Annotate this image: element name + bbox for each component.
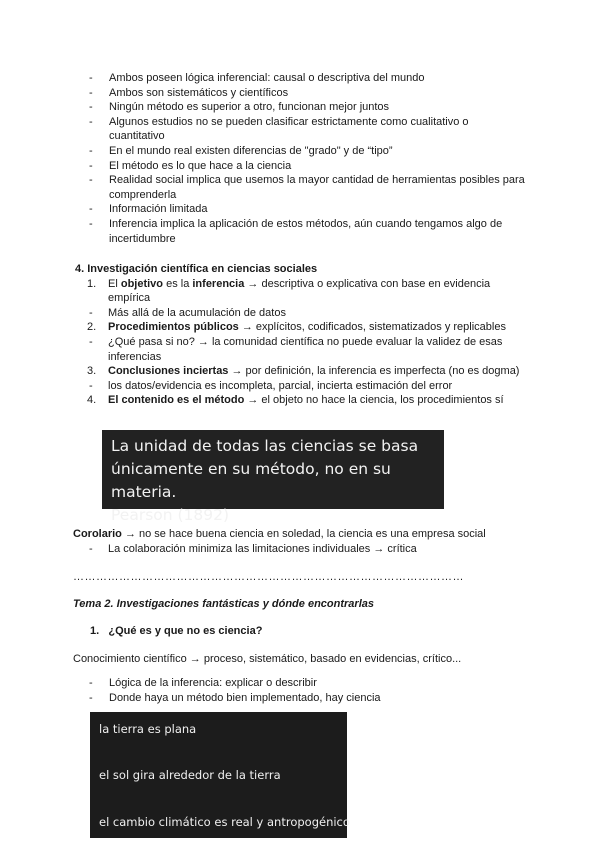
list-item	[75, 335, 535, 364]
section-4-heading: 4. Investigación científica en ciencias sociales	[75, 263, 318, 275]
list-item-text: Ambos son sistemáticos y científicos	[109, 86, 289, 99]
list-item-text: Ningún método es superior a otro, funcionan mejor juntos	[109, 101, 390, 114]
list-marker: 1.	[90, 625, 100, 637]
quote-author: Pearson (1892)	[111, 506, 230, 524]
corolario-label: Corolario	[73, 528, 122, 540]
list-item	[75, 364, 535, 379]
list-marker: 2.	[87, 321, 97, 334]
list-item: - Algunos estudios no se pueden clasificar estrictamente como cualitativo o cuantitativo	[89, 115, 469, 143]
list-item: - Inferencia implica la aplicación de estos métodos, aún cuando tengamos algo de incertidumbre	[89, 217, 503, 245]
example-statement: el cambio climático es real y antropogénico	[99, 815, 350, 829]
examples-image	[90, 712, 350, 838]
list-item	[75, 393, 535, 408]
question-heading	[90, 624, 262, 639]
science-bullet-list	[86, 676, 526, 705]
list-item: - El método es lo que hace a la ciencia	[89, 159, 292, 172]
item-bold: El contenido es el método	[108, 394, 245, 407]
item-text: → el objeto no hace la ciencia, los procedimientos sí	[244, 394, 504, 407]
intro-bullet-list	[86, 71, 526, 246]
list-item	[75, 277, 535, 306]
list-item-text: El método es lo que hace a la ciencia	[109, 159, 292, 172]
pearson-quote-image	[102, 430, 444, 524]
item-text: El	[108, 277, 121, 290]
example-statement: la tierra es plana	[99, 722, 197, 736]
list-item: - Ambos poseen lógica inferencial: causal o descriptiva del mundo	[89, 72, 425, 84]
list-item: - Realidad social implica que usemos la mayor cantidad de herramientas posibles para comprenderla	[89, 174, 525, 201]
tema-2-title: Tema 2. Investigaciones fantásticas y dónde encontrarlas	[73, 598, 374, 610]
list-item-text: Algunos estudios no se pueden clasificar estrictamente como cualitativo o cuantitativo	[109, 115, 469, 143]
list-item: - En el mundo real existen diferencias de "grado" y de “tipo”	[89, 144, 393, 157]
list-item: - Información limitada	[89, 203, 208, 216]
list-item: - La colaboración minimiza las limitaciones individuales → crítica	[89, 542, 417, 555]
list-marker: -	[89, 306, 93, 319]
item-text: → descriptiva o explicativa con base en evidencia empírica	[108, 277, 491, 305]
item-text: → por definición, la inferencia es imperfecta (no es dogma)	[228, 365, 520, 378]
list-item: - Donde haya un método bien implementado, hay ciencia	[89, 691, 381, 704]
corolario	[73, 527, 543, 556]
section-4-list	[75, 277, 535, 408]
corolario-text: → no se hace buena ciencia en soledad, la ciencia es una empresa social	[121, 528, 486, 540]
corolario-list	[73, 542, 543, 557]
quote-line: La unidad de todas las ciencias se basa	[111, 437, 419, 455]
conocimiento-cientifico: Conocimiento científico → proceso, sistemático, basado en evidencias, crítico...	[73, 653, 462, 665]
item-bold: inferencia	[192, 277, 245, 290]
example-statement: el sol gira alrededor de la tierra	[99, 768, 281, 782]
list-item	[75, 379, 535, 394]
list-item: - Ambos son sistemáticos y científicos	[89, 86, 289, 99]
list-marker: 4.	[87, 394, 97, 407]
list-item	[75, 306, 535, 321]
list-marker: -	[89, 379, 93, 392]
list-item-text: La colaboración minimiza las limitaciones individuales → crítica	[108, 542, 417, 555]
item-text: Más allá de la acumulación de datos	[108, 306, 286, 319]
list-marker: -	[89, 335, 93, 348]
item-text: ¿Qué pasa si no? → la comunidad científica no puede evaluar la validez de esas inferencias	[108, 335, 503, 363]
item-text: es la	[163, 277, 193, 290]
list-marker: 1.	[87, 277, 97, 290]
list-item-text: Donde haya un método bien implementado, hay ciencia	[109, 691, 381, 704]
list-item-text: Inferencia implica la aplicación de estos métodos, aún cuando tengamos algo de incertidumbre	[109, 217, 503, 245]
item-bold: Procedimientos públicos	[108, 321, 239, 334]
quote-line: únicamente en su método, no en su materia.	[111, 460, 391, 501]
list-item: - Lógica de la inferencia: explicar o describir	[89, 677, 317, 689]
item-text: → explícitos, codificados, sistematizados y replicables	[238, 321, 506, 334]
list-item-text: Ambos poseen lógica inferencial: causal o descriptiva del mundo	[109, 72, 425, 84]
corolario-line	[73, 527, 543, 542]
item-bold: Conclusiones inciertas	[108, 365, 229, 378]
item-text: los datos/evidencia es incompleta, parcial, incierta estimación del error	[108, 379, 453, 392]
list-item	[75, 320, 535, 335]
list-item-text: Lógica de la inferencia: explicar o describir	[109, 677, 317, 689]
list-marker: 3.	[87, 365, 97, 378]
list-item-text: Realidad social implica que usemos la mayor cantidad de herramientas posibles para comprenderla	[109, 174, 525, 201]
list-item-text: Información limitada	[109, 203, 208, 216]
list-item: - Ningún método es superior a otro, funcionan mejor juntos	[89, 101, 390, 114]
list-item-text: En el mundo real existen diferencias de "grado" y de “tipo”	[109, 144, 393, 157]
dotted-separator: …………………………………………………………………………………………	[73, 571, 464, 583]
section-4	[75, 262, 535, 408]
question-text: ¿Qué es y que no es ciencia?	[108, 625, 263, 637]
item-bold: objetivo	[120, 277, 164, 290]
